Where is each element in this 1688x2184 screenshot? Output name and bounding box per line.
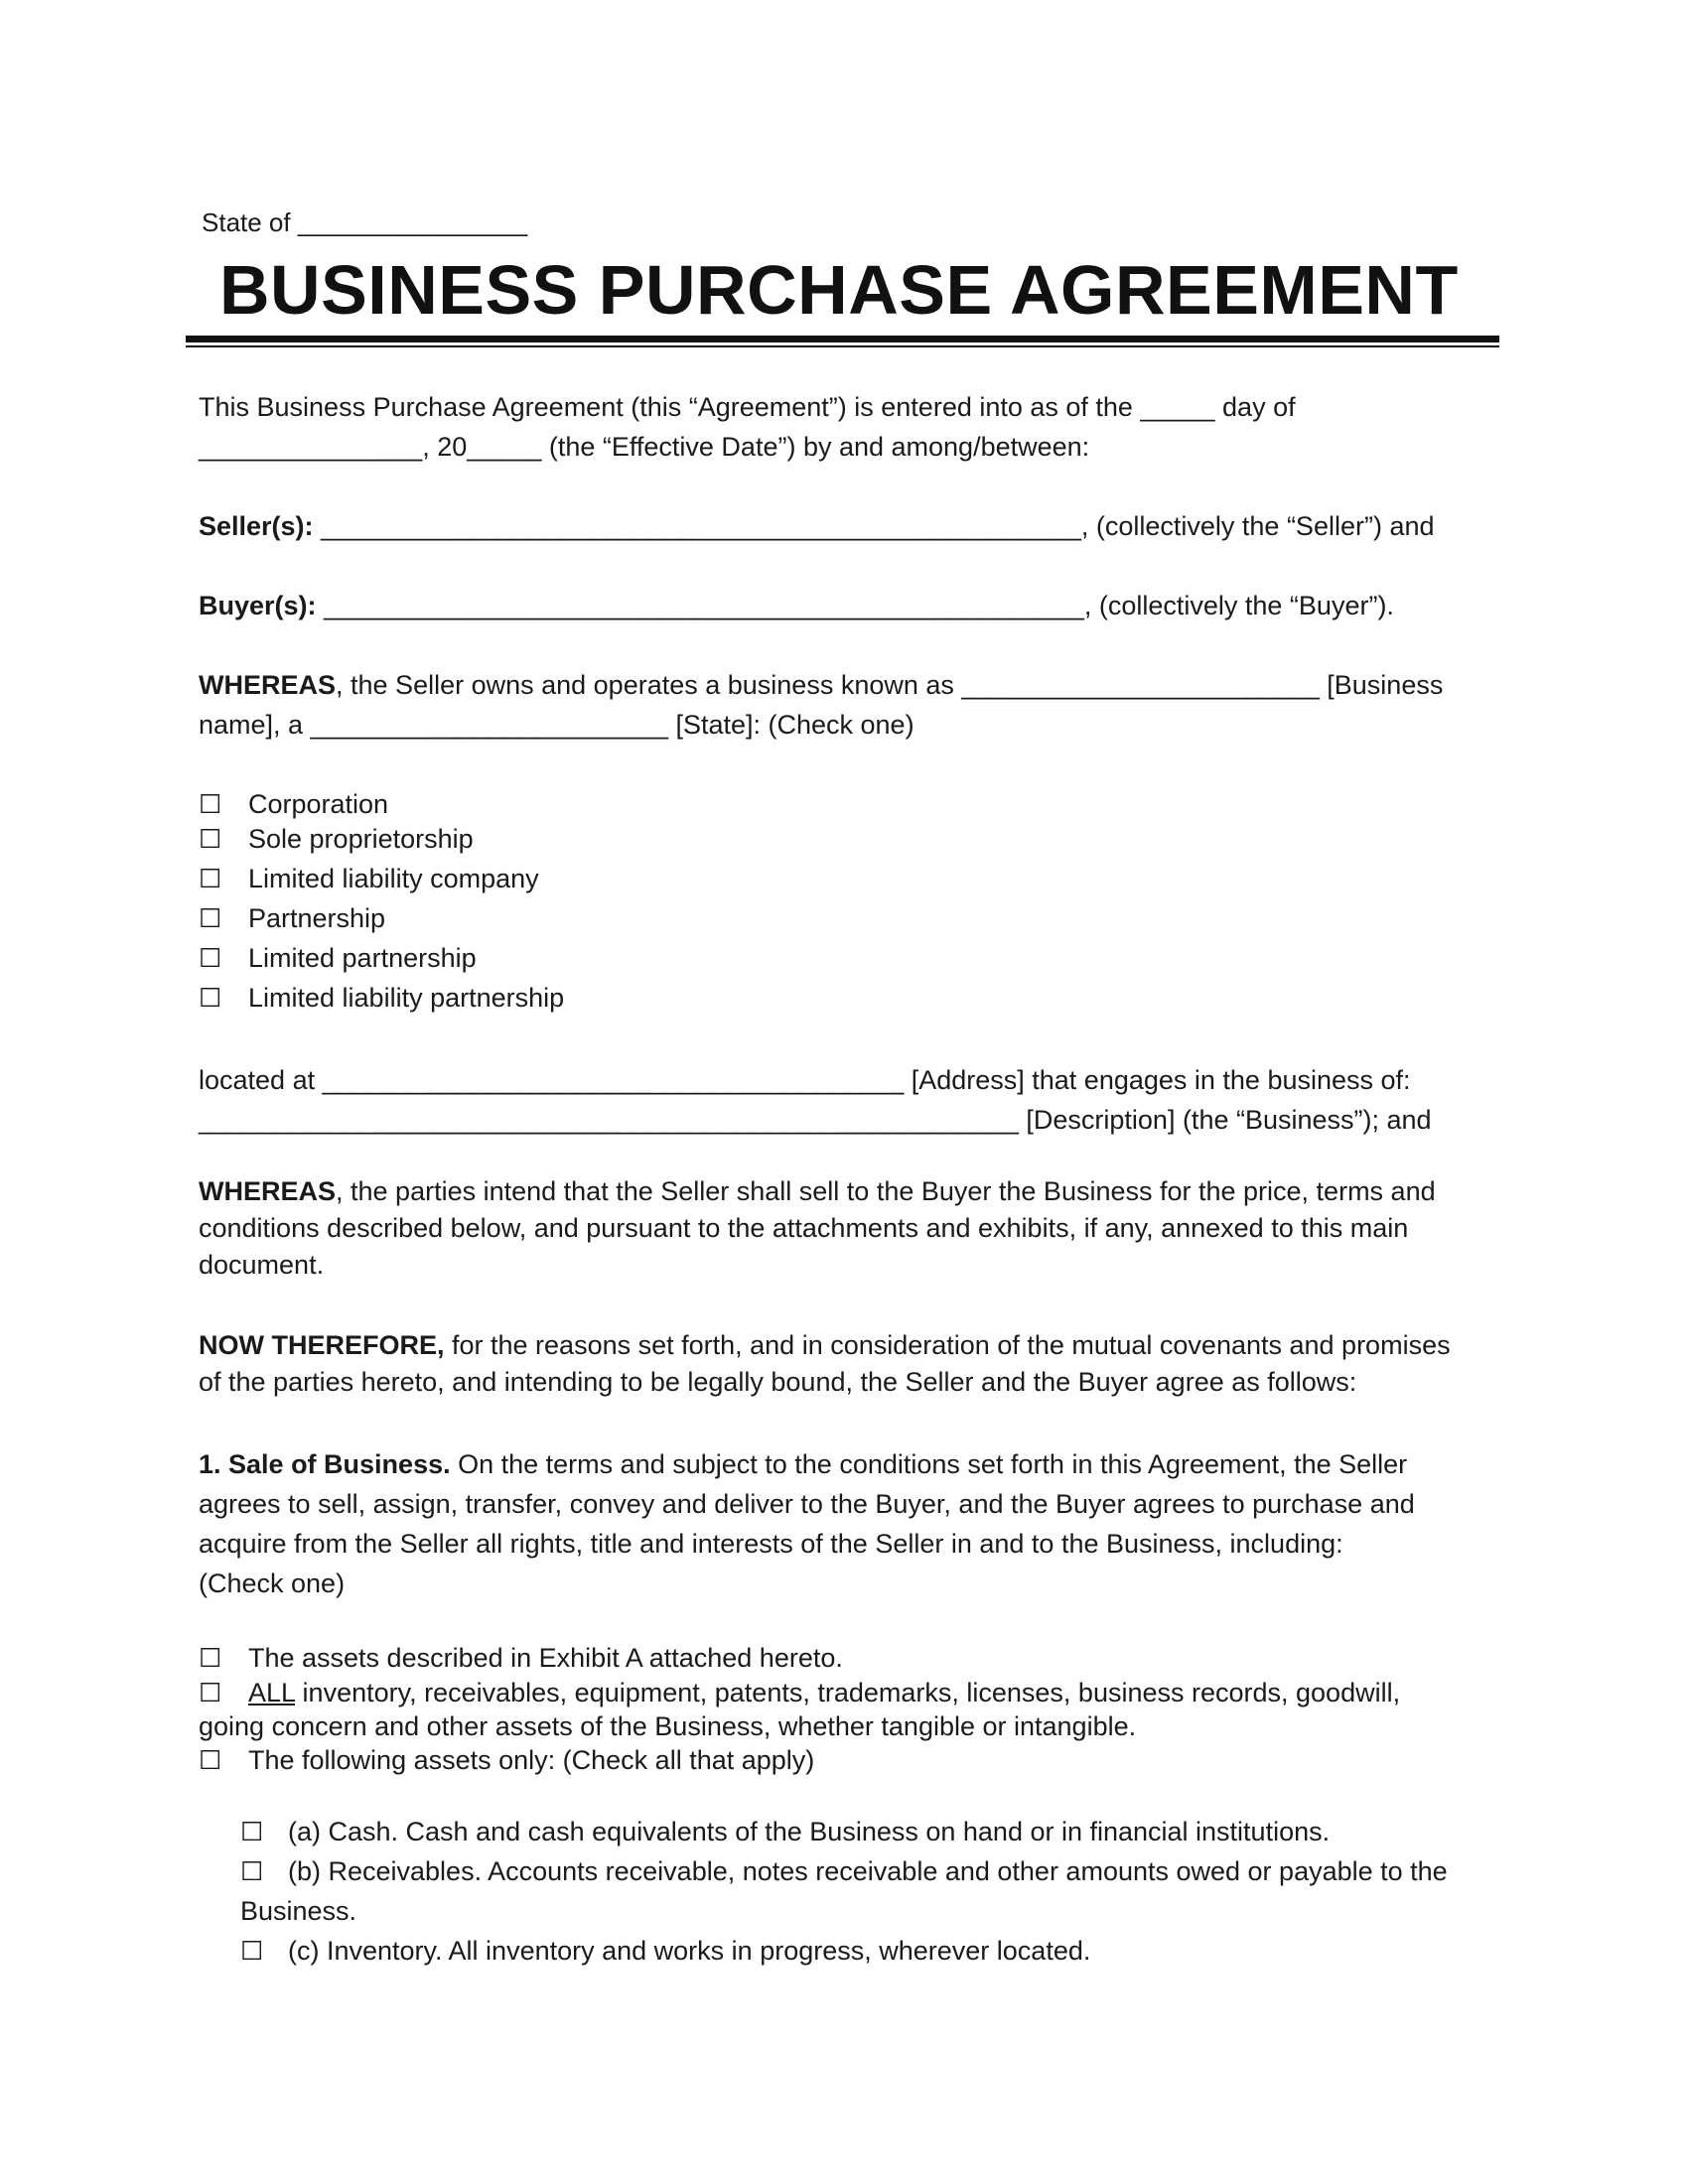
whereas1-text: , the Seller owns and operates a business known as ________________________ [Business (336, 670, 1444, 700)
whereas1-label: WHEREAS (199, 670, 337, 700)
now-therefore-line-2: of the parties hereto, and intending to be legally bound, the Seller and the Buyer agree as follows: (199, 1367, 1357, 1397)
seller-label: Seller(s): (199, 511, 314, 541)
checkbox-icon[interactable]: ☐ (199, 1745, 222, 1775)
whereas2-label: WHEREAS (199, 1176, 337, 1206)
document-title: BUSINESS PURCHASE AGREEMENT (219, 251, 1459, 329)
entity-option-limited-partnership (199, 938, 477, 978)
sub-asset-label: (b) Receivables. Accounts receivable, notes receivable and other amounts owed or payable to the (288, 1856, 1448, 1886)
entity-option-label: Corporation (248, 789, 389, 819)
entity-option-partnership (199, 898, 385, 938)
title-rule-thick (186, 336, 1499, 342)
section1-line-4: (Check one) (199, 1569, 346, 1598)
title-rule-thin (186, 345, 1499, 347)
whereas2-line-2: conditions described below, and pursuant to the attachments and exhibits, if any, annexed to this main (199, 1213, 1409, 1243)
asset-option-all-keyword: ALL (248, 1678, 296, 1707)
entity-option-corporation (199, 784, 388, 824)
section1-line-3: acquire from the Seller all rights, title and interests of the Seller in and to the Business, including: (199, 1529, 1343, 1559)
entity-option-label: Limited liability partnership (248, 983, 565, 1013)
location-line-1: located at _______________________________________ [Address] that engages in the business of: (199, 1065, 1411, 1095)
checkbox-icon[interactable]: ☐ (240, 1936, 264, 1966)
asset-option-following (199, 1740, 814, 1780)
checkbox-icon[interactable]: ☐ (240, 1856, 264, 1886)
now-therefore-line-1 (199, 1325, 1451, 1365)
checkbox-icon[interactable]: ☐ (199, 903, 222, 933)
section1-line-2: agrees to sell, assign, transfer, convey and deliver to the Buyer, and the Buyer agrees to purchase and (199, 1489, 1415, 1519)
state-line: State of ________________ (202, 207, 528, 237)
entity-option-label: Limited liability company (248, 864, 539, 893)
entity-option-label: Sole proprietorship (248, 824, 474, 854)
now-therefore-label: NOW THEREFORE, (199, 1330, 445, 1360)
asset-option-label: inventory, receivables, equipment, patents, trademarks, licenses, business records, goodwill, (295, 1678, 1401, 1707)
whereas1-line-2: name], a ________________________ [State]: (Check one) (199, 710, 914, 740)
buyer-label: Buyer(s): (199, 591, 317, 620)
section1-heading: 1. Sale of Business. (199, 1449, 451, 1479)
sub-asset-label: (a) Cash. Cash and cash equivalents of the Business on hand or in financial institutions. (288, 1817, 1331, 1846)
entity-option-llp (199, 978, 564, 1018)
checkbox-icon[interactable]: ☐ (199, 824, 222, 854)
section1-line-1 (199, 1444, 1407, 1484)
intro-line-2: _______________, 20_____ (the “Effective Date”) by and among/between: (199, 432, 1090, 462)
sub-asset-cash (240, 1812, 1330, 1851)
checkbox-icon[interactable]: ☐ (199, 983, 222, 1013)
seller-line (199, 506, 1435, 546)
section1-text: On the terms and subject to the conditions set forth in this Agreement, the Seller (450, 1449, 1408, 1479)
checkbox-icon[interactable]: ☐ (199, 864, 222, 893)
sub-asset-receivables-line-2: Business. (240, 1896, 357, 1926)
checkbox-icon[interactable]: ☐ (240, 1817, 264, 1846)
entity-option-sole-proprietorship (199, 819, 474, 859)
entity-option-label: Partnership (248, 903, 386, 933)
buyer-blank: ___________________________________________________, (collectively the “Buyer”). (316, 591, 1394, 620)
asset-option-exhibit-a (199, 1638, 843, 1678)
sub-asset-receivables (240, 1851, 1448, 1891)
asset-option-label: The assets described in Exhibit A attached hereto. (248, 1643, 843, 1673)
whereas1-line-1 (199, 665, 1443, 705)
checkbox-icon[interactable]: ☐ (199, 943, 222, 973)
sub-asset-inventory (240, 1931, 1090, 1971)
entity-option-llc (199, 859, 539, 898)
checkbox-icon[interactable]: ☐ (199, 1678, 222, 1707)
seller-blank: ___________________________________________________, (collectively the “Seller”) and (313, 511, 1435, 541)
whereas2-text: , the parties intend that the Seller shall sell to the Buyer the Business for the price, terms and (336, 1176, 1436, 1206)
now-therefore-text: for the reasons set forth, and in consideration of the mutual covenants and promises (444, 1330, 1451, 1360)
asset-option-all-line-2: going concern and other assets of the Business, whether tangible or intangible. (199, 1711, 1137, 1741)
intro-line-1: This Business Purchase Agreement (this “Agreement”) is entered into as of the _____ day of (199, 392, 1296, 422)
checkbox-icon[interactable]: ☐ (199, 789, 222, 819)
buyer-line (199, 586, 1394, 625)
sub-asset-label: (c) Inventory. All inventory and works in progress, wherever located. (288, 1936, 1091, 1966)
whereas2-line-1 (199, 1171, 1436, 1211)
entity-option-label: Limited partnership (248, 943, 477, 973)
location-line-2: _______________________________________________________ [Description] (the “Business”); and (199, 1105, 1432, 1135)
asset-option-label: The following assets only: (Check all that apply) (248, 1745, 815, 1775)
checkbox-icon[interactable]: ☐ (199, 1643, 222, 1673)
whereas2-line-3: document. (199, 1250, 325, 1280)
